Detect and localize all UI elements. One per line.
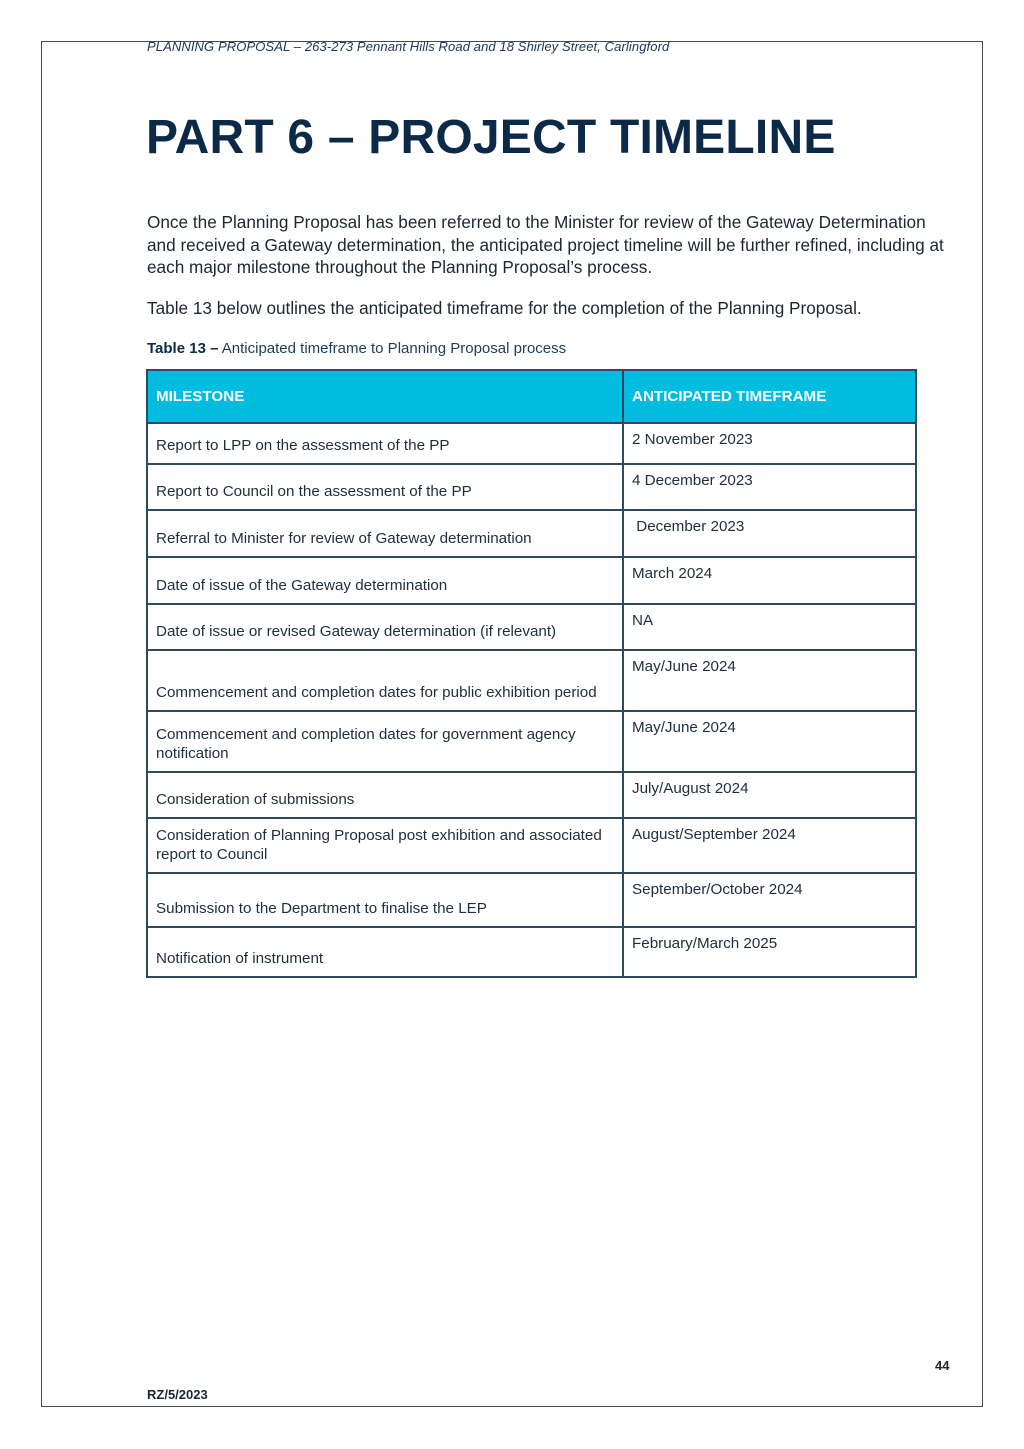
timeframe-cell: 4 December 2023 xyxy=(623,464,916,510)
milestone-cell: Date of issue or revised Gateway determination (if relevant) xyxy=(147,604,623,650)
milestone-cell: Consideration of submissions xyxy=(147,772,623,818)
timeframe-cell: March 2024 xyxy=(623,557,916,604)
milestone-cell: Report to LPP on the assessment of the PP xyxy=(147,423,623,464)
timeframe-cell: May/June 2024 xyxy=(623,711,916,772)
page-title: PART 6 – PROJECT TIMELINE xyxy=(146,111,836,164)
table-row xyxy=(147,650,916,711)
table-row xyxy=(147,873,916,927)
table-row xyxy=(147,772,916,818)
table-row xyxy=(147,423,916,464)
timeframe-cell: NA xyxy=(623,604,916,650)
table-row xyxy=(147,818,916,873)
table-row xyxy=(147,711,916,772)
milestone-cell: Submission to the Department to finalise the LEP xyxy=(147,873,623,927)
timeframe-cell: May/June 2024 xyxy=(623,650,916,711)
table-caption-label: Table 13 – xyxy=(147,340,219,357)
intro-paragraph: Once the Planning Proposal has been referred to the Minister for review of the Gateway Determination and received a Gateway determination, the anticipated project timeline will be further refined, including at each major milestone throughout the Planning Proposal’s process. xyxy=(147,212,944,277)
column-header-milestone: MILESTONE xyxy=(147,370,623,423)
milestone-cell: Consideration of Planning Proposal post exhibition and associated report to Council xyxy=(147,818,623,873)
table-row xyxy=(147,927,916,977)
page-number: 44 xyxy=(935,1358,950,1373)
milestone-cell: Notification of instrument xyxy=(147,927,623,977)
table-caption-text: Anticipated timeframe to Planning Proposal process xyxy=(218,340,567,357)
table-caption xyxy=(147,340,566,357)
milestone-cell: Referral to Minister for review of Gateway determination xyxy=(147,510,623,557)
table-reference-paragraph: Table 13 below outlines the anticipated timeframe for the completion of the Planning Proposal. xyxy=(147,298,862,318)
table-row xyxy=(147,557,916,604)
timeframe-cell: July/August 2024 xyxy=(623,772,916,818)
running-header: PLANNING PROPOSAL – 263-273 Pennant Hills Road and 18 Shirley Street, Carlingford xyxy=(147,39,670,54)
table-row xyxy=(147,510,916,557)
milestone-cell: Commencement and completion dates for public exhibition period xyxy=(147,650,623,711)
milestone-cell: Commencement and completion dates for government agency notification xyxy=(147,711,623,772)
milestone-cell: Report to Council on the assessment of the PP xyxy=(147,464,623,510)
timeframe-cell: September/October 2024 xyxy=(623,873,916,927)
milestone-cell: Date of issue of the Gateway determination xyxy=(147,557,623,604)
table-row xyxy=(147,464,916,510)
column-header-timeframe: ANTICIPATED TIMEFRAME xyxy=(623,370,916,423)
document-reference: RZ/5/2023 xyxy=(147,1387,208,1402)
timeframe-cell: February/March 2025 xyxy=(623,927,916,977)
table-row xyxy=(147,604,916,650)
table-header-row xyxy=(147,370,916,423)
timeline-table xyxy=(146,369,917,978)
timeframe-cell: December 2023 xyxy=(623,510,916,557)
timeframe-cell: 2 November 2023 xyxy=(623,423,916,464)
timeframe-cell: August/September 2024 xyxy=(623,818,916,873)
